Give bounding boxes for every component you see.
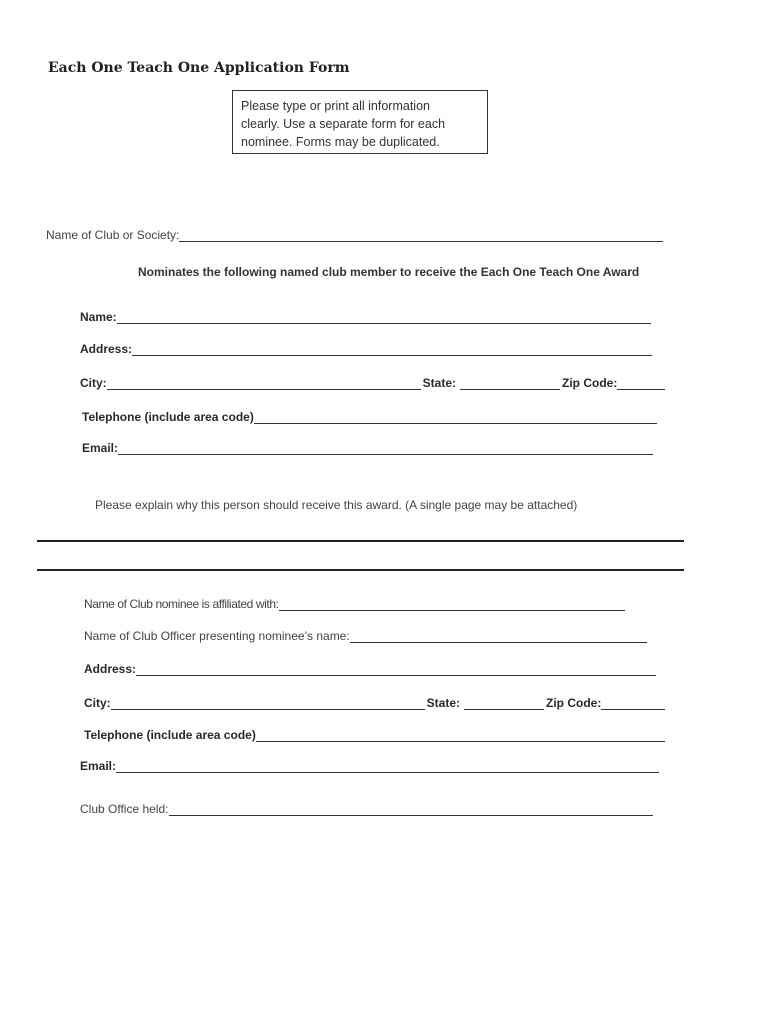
- nominee-name-input[interactable]: [117, 311, 651, 324]
- nominee-city-state-zip-field: [80, 376, 665, 390]
- nominee-telephone-label: Telephone (include area code): [82, 410, 254, 424]
- nominee-city-label: City:: [80, 376, 107, 390]
- officer-name-input[interactable]: [350, 630, 647, 643]
- instruction-line: Please type or print all information: [241, 99, 430, 113]
- officer-telephone-input[interactable]: [256, 729, 665, 742]
- club-society-label: Name of Club or Society:: [46, 228, 180, 242]
- explanation-line[interactable]: [37, 569, 684, 571]
- officer-zip-label: Zip Code:: [546, 696, 602, 710]
- officer-telephone-label: Telephone (include area code): [84, 728, 256, 742]
- instructions-box: [232, 90, 488, 154]
- officer-email-label: Email:: [80, 759, 117, 773]
- nominee-city-input[interactable]: [107, 377, 421, 390]
- explanation-line[interactable]: [37, 540, 684, 542]
- nominates-text: Nominates the following named club member to receive the Each One Teach One Award: [138, 265, 640, 279]
- nominee-address-input[interactable]: [132, 343, 652, 356]
- nominee-state-input[interactable]: [460, 377, 560, 390]
- officer-address-field: [84, 662, 656, 676]
- officer-zip-input[interactable]: [601, 697, 665, 710]
- nominee-telephone-field: [82, 410, 657, 424]
- nominee-zip-input[interactable]: [617, 377, 665, 390]
- officer-email-field: [80, 759, 659, 773]
- club-office-input[interactable]: [169, 803, 653, 816]
- nominee-address-field: [80, 342, 652, 356]
- officer-telephone-field: [84, 728, 665, 742]
- officer-address-input[interactable]: [136, 663, 656, 676]
- club-office-label: Club Office held:: [80, 802, 169, 816]
- officer-address-label: Address:: [84, 662, 137, 676]
- officer-email-input[interactable]: [116, 760, 659, 773]
- officer-name-label: Name of Club Officer presenting nominee’s name:: [84, 629, 350, 643]
- officer-city-input[interactable]: [111, 697, 425, 710]
- instruction-line: clearly. Use a separate form for each: [241, 117, 446, 131]
- club-society-input[interactable]: [179, 229, 663, 242]
- officer-city-label: City:: [84, 696, 111, 710]
- nominee-state-label: State:: [422, 376, 457, 390]
- nominee-name-label: Name:: [80, 310, 117, 324]
- officer-state-label: State:: [426, 696, 461, 710]
- nominee-email-input[interactable]: [118, 442, 653, 455]
- officer-name-field: [84, 629, 647, 643]
- page-title: Each One Teach One Application Form: [48, 60, 350, 76]
- affiliation-input[interactable]: [279, 598, 625, 611]
- nominee-telephone-input[interactable]: [254, 411, 657, 424]
- nominee-address-label: Address:: [80, 342, 133, 356]
- nominee-email-field: [82, 441, 653, 455]
- affiliation-field: [84, 597, 625, 611]
- club-society-field: [46, 228, 663, 242]
- officer-state-input[interactable]: [464, 697, 544, 710]
- affiliation-label: Name of Club nominee is affiliated with:: [84, 597, 279, 611]
- instruction-line: nominee. Forms may be duplicated.: [241, 135, 440, 149]
- officer-city-state-zip-field: [84, 696, 665, 710]
- nominee-zip-label: Zip Code:: [562, 376, 618, 390]
- explain-text: Please explain why this person should receive this award. (A single page may be attached): [95, 498, 578, 512]
- nominee-email-label: Email:: [82, 441, 119, 455]
- nominee-name-field: [80, 310, 651, 324]
- club-office-field: [80, 802, 653, 816]
